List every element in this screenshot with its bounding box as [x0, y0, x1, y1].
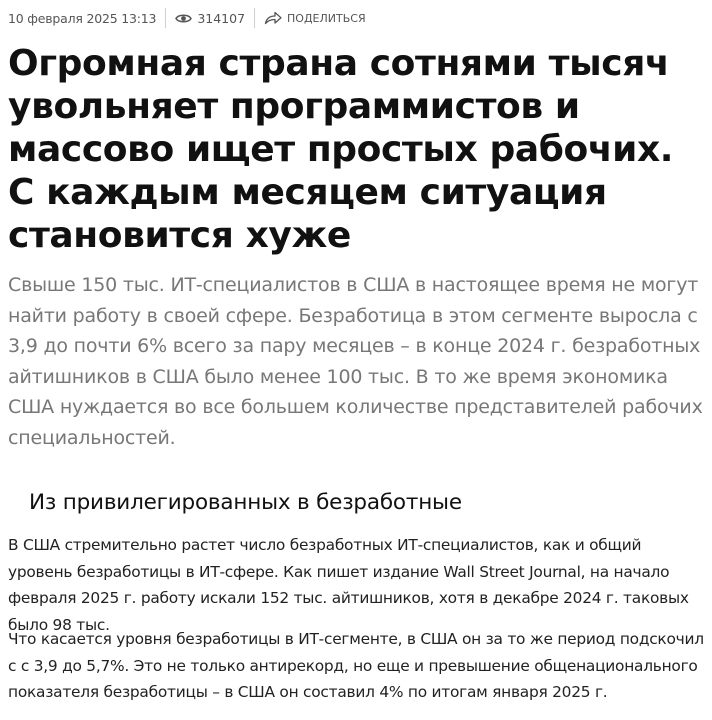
body-paragraph: Что касается уровня безработицы в ИТ-сегменте, в США он за то же период подскочил с с 3,9 до 5,7%. Это не только антирекорд, но еще и превышение общенационального показателя безработицы – в США он составил 4% по итогам января 2025 г.: [8, 630, 704, 701]
section-heading: Из привилегированных в безработные: [29, 490, 462, 515]
meta-separator: [165, 8, 166, 28]
view-count: 314107: [197, 10, 246, 26]
meta-separator: [254, 8, 255, 28]
share-label: ПОДЕЛИТЬСЯ: [287, 11, 366, 25]
publish-date: 10 февраля 2025 13:13: [8, 10, 157, 26]
view-counter: [175, 11, 245, 26]
share-arrow-icon: [264, 11, 282, 25]
eye-icon: [175, 13, 192, 24]
article-meta-bar: [8, 6, 366, 30]
share-button[interactable]: [264, 11, 366, 25]
article-lead: Свыше 150 тыс. ИТ-специалистов в США в настоящее время не могут найти работу в своей сфере. Безработица в этом сегменте выросла с 3,9 до почти 6% всего за пару месяцев – в конце 2024 г. безработных айтишников в США было менее 100 тыс. В то же время экономика США нуждается во все большем количестве представителей рабочих специальностей.: [8, 274, 703, 449]
body-paragraph: В США стремительно растет число безработных ИТ-специалистов, как и общий уровень безработицы в ИТ-сфере. Как пишет издание Wall Street Journal, на начало февраля 2025 г. работу искали 152 тыс. айтишников, хотя в декабре 2024 г. таковых было 98 тыс.: [8, 536, 689, 634]
article-title: Огромная страна сотнями тысяч увольняет программистов и массово ищет простых рабочих. С каждым месяцем ситуация становится хуже: [8, 43, 674, 256]
